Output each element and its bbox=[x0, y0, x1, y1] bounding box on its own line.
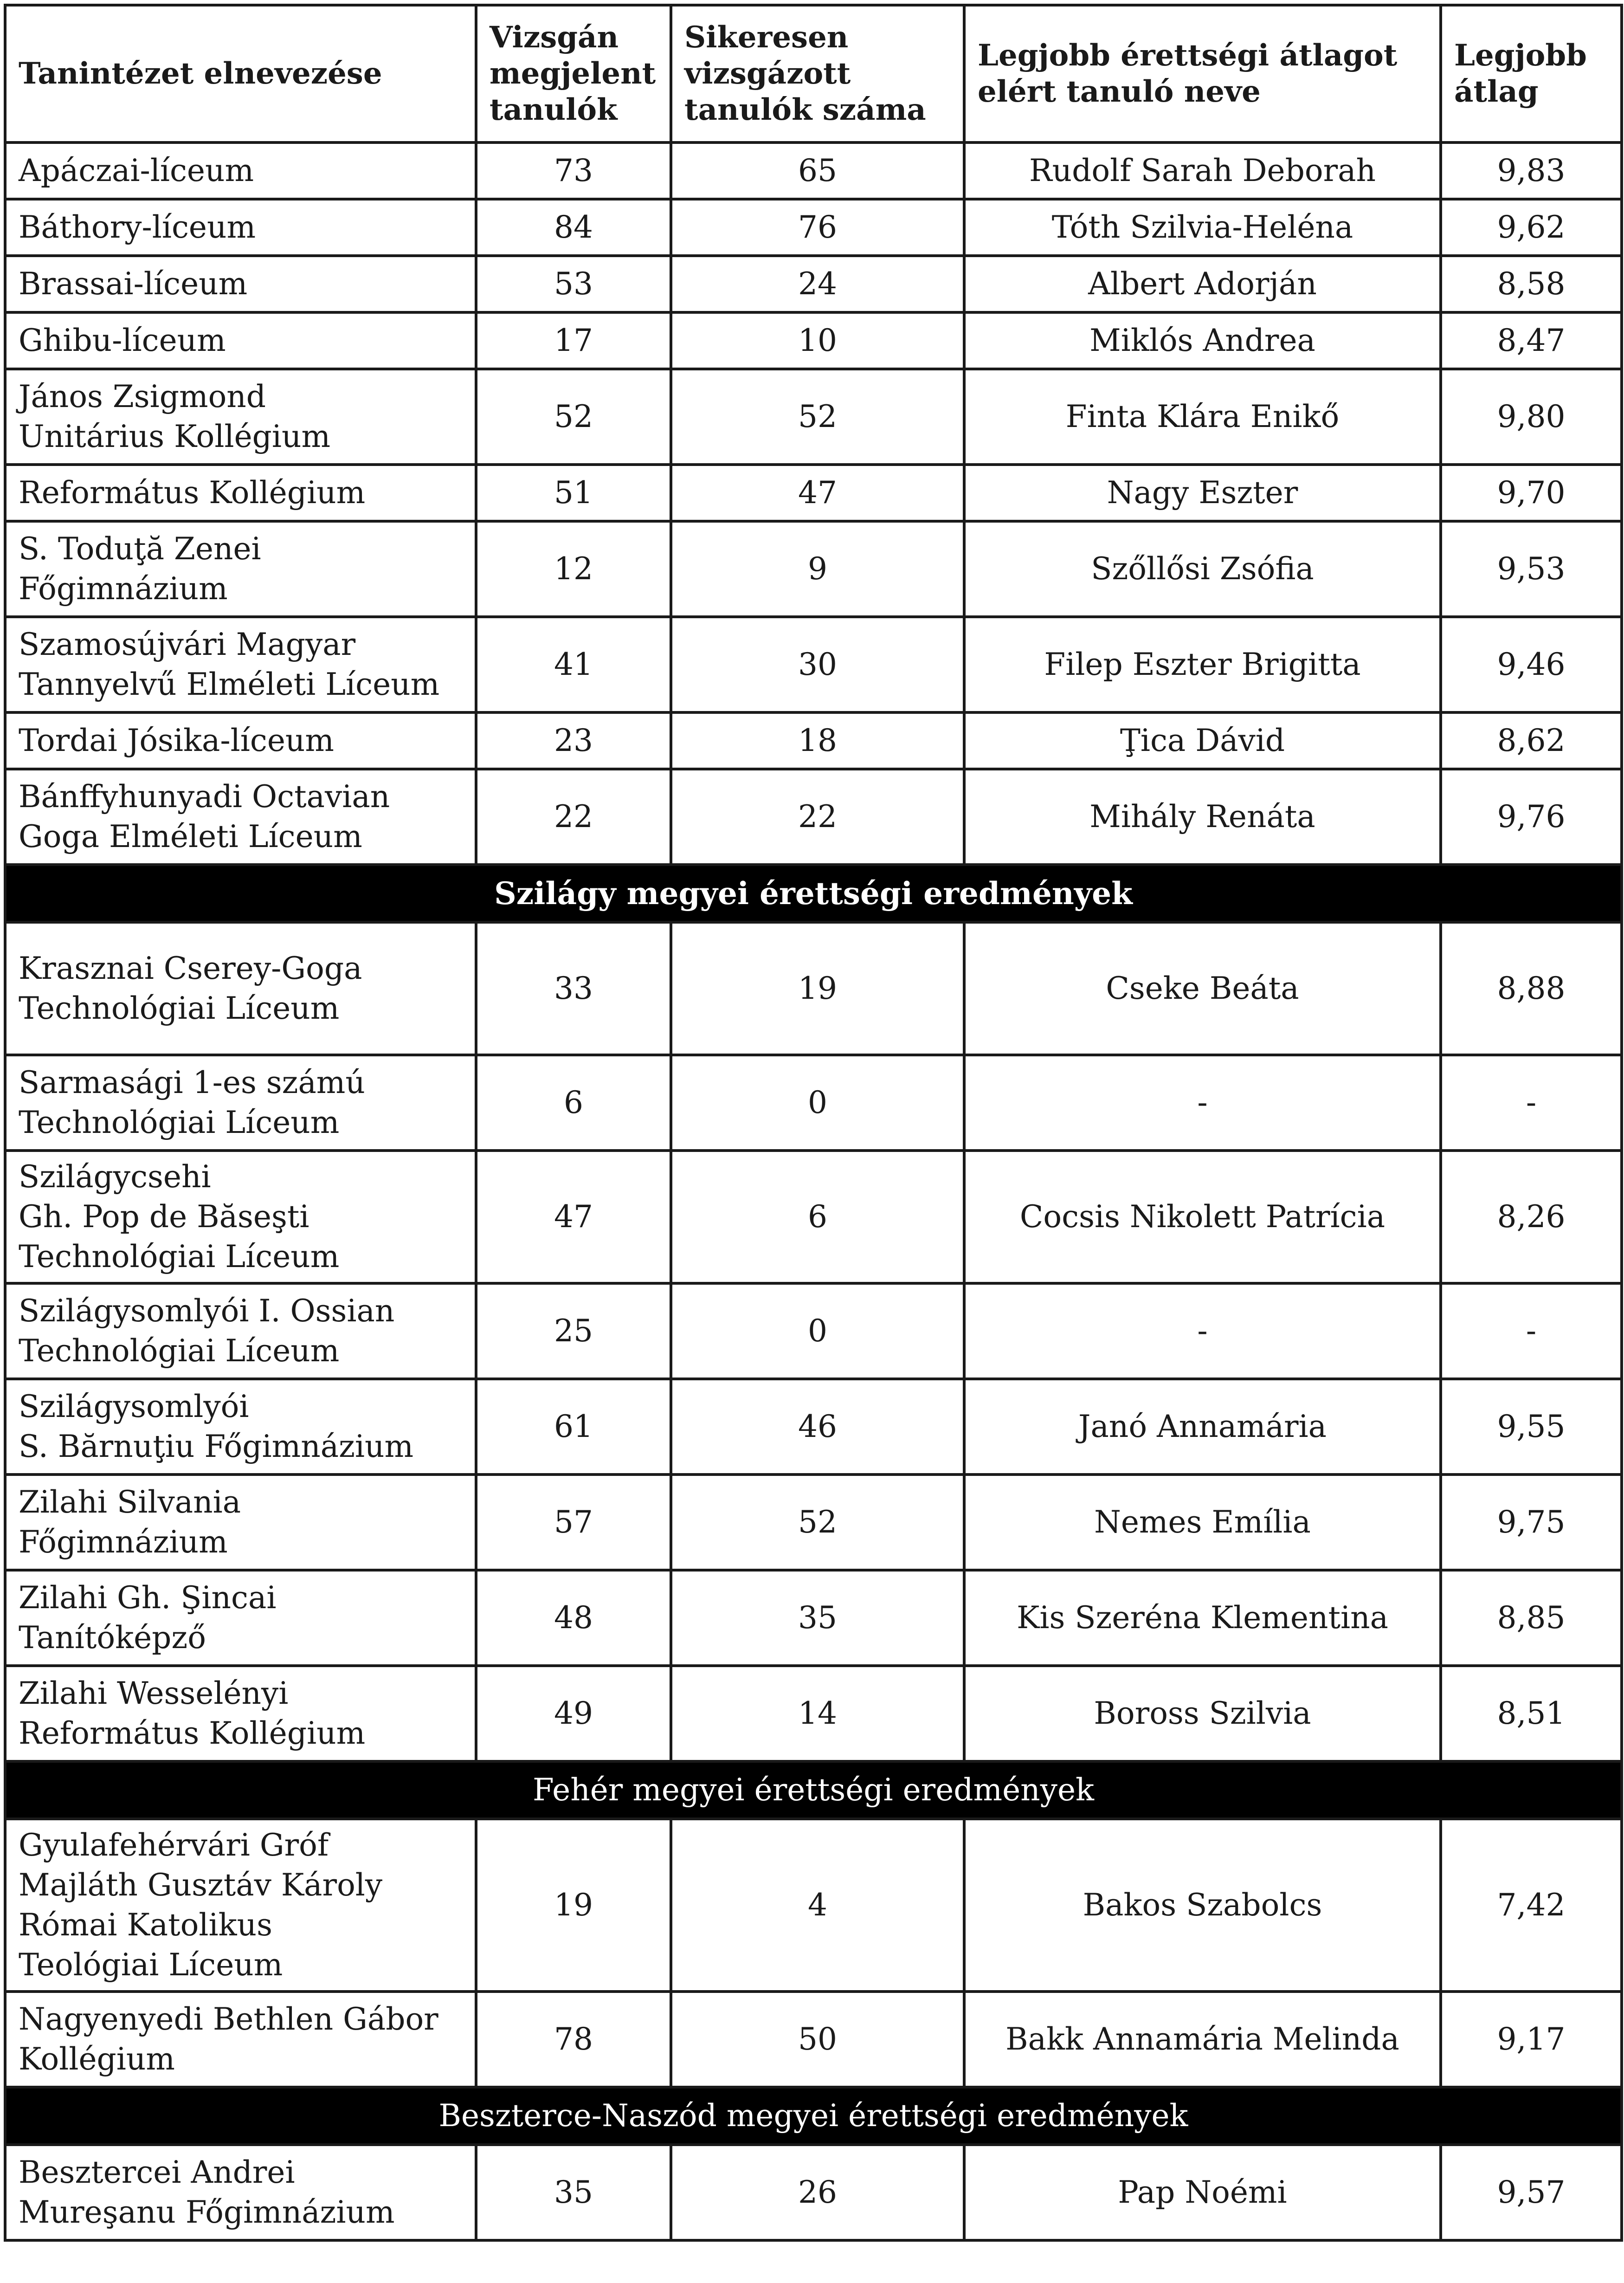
school-name-cell: Zilahi Wesselényi Református Kollégium bbox=[5, 1666, 476, 1761]
present-count-cell: 51 bbox=[476, 465, 671, 521]
best-average-cell: 9,55 bbox=[1441, 1379, 1622, 1475]
best-student-cell: Nemes Emília bbox=[964, 1475, 1441, 1570]
school-name-cell: Szilágysomlyói I. Ossian Technológiai Líceum bbox=[5, 1283, 476, 1379]
present-count-cell: 49 bbox=[476, 1666, 671, 1761]
best-average-cell: 9,83 bbox=[1441, 142, 1622, 199]
present-count-cell: 57 bbox=[476, 1475, 671, 1570]
passed-count-cell: 0 bbox=[671, 1283, 964, 1379]
header-passed: Sikeresen vizsgázott tanulók száma bbox=[671, 5, 964, 142]
school-name-cell: Zilahi Silvania Főgimnázium bbox=[5, 1475, 476, 1570]
passed-count-cell: 4 bbox=[671, 1819, 964, 1992]
passed-count-cell: 19 bbox=[671, 922, 964, 1055]
best-student-cell: Cseke Beáta bbox=[964, 922, 1441, 1055]
best-average-cell: 8,26 bbox=[1441, 1151, 1622, 1283]
school-name-cell: Apáczai-líceum bbox=[5, 142, 476, 199]
present-count-cell: 73 bbox=[476, 142, 671, 199]
school-name-cell: Brassai-líceum bbox=[5, 256, 476, 312]
table-row bbox=[5, 922, 1622, 1055]
best-average-cell: 9,80 bbox=[1441, 369, 1622, 465]
school-name-cell: Bánffyhunyadi Octavian Goga Elméleti Líceum bbox=[5, 769, 476, 865]
school-name-cell: Gyulafehérvári Gróf Majláth Gusztáv Károly Római Katolikus Teológiai Líceum bbox=[5, 1819, 476, 1992]
best-average-cell: 9,75 bbox=[1441, 1475, 1622, 1570]
section-title: Szilágy megyei érettségi eredmények bbox=[5, 865, 1622, 922]
header-present: Vizsgán megjelent tanulók bbox=[476, 5, 671, 142]
present-count-cell: 19 bbox=[476, 1819, 671, 1992]
present-count-cell: 78 bbox=[476, 1992, 671, 2087]
table-row bbox=[5, 1570, 1622, 1666]
passed-count-cell: 52 bbox=[671, 369, 964, 465]
best-average-cell: 9,76 bbox=[1441, 769, 1622, 865]
present-count-cell: 61 bbox=[476, 1379, 671, 1475]
best-average-cell: 9,17 bbox=[1441, 1992, 1622, 2087]
present-count-cell: 25 bbox=[476, 1283, 671, 1379]
best-student-cell: Janó Annamária bbox=[964, 1379, 1441, 1475]
table-row bbox=[5, 142, 1622, 199]
present-count-cell: 53 bbox=[476, 256, 671, 312]
results-table bbox=[4, 4, 1623, 2242]
best-student-cell: Miklós Andrea bbox=[964, 312, 1441, 369]
best-average-cell: 9,62 bbox=[1441, 199, 1622, 256]
section-title: Fehér megyei érettségi eredmények bbox=[5, 1761, 1622, 1819]
table-row bbox=[5, 369, 1622, 465]
best-student-cell: Tóth Szilvia-Heléna bbox=[964, 199, 1441, 256]
best-student-cell: Cocsis Nikolett Patrícia bbox=[964, 1151, 1441, 1283]
table-row bbox=[5, 1379, 1622, 1475]
best-average-cell: 8,85 bbox=[1441, 1570, 1622, 1666]
school-name-cell: S. Toduţă Zenei Főgimnázium bbox=[5, 521, 476, 617]
table-row bbox=[5, 617, 1622, 712]
header-best-avg: Legjobb átlag bbox=[1441, 5, 1622, 142]
table-row bbox=[5, 712, 1622, 769]
best-student-cell: - bbox=[964, 1283, 1441, 1379]
best-average-cell: 8,58 bbox=[1441, 256, 1622, 312]
section-header-row bbox=[5, 1761, 1622, 1819]
section-title: Beszterce-Naszód megyei érettségi eredmények bbox=[5, 2087, 1622, 2145]
passed-count-cell: 24 bbox=[671, 256, 964, 312]
best-student-cell: Bakos Szabolcs bbox=[964, 1819, 1441, 1992]
table-row bbox=[5, 1475, 1622, 1570]
table-body bbox=[5, 142, 1622, 2240]
table-row bbox=[5, 1992, 1622, 2087]
passed-count-cell: 22 bbox=[671, 769, 964, 865]
best-student-cell: Albert Adorján bbox=[964, 256, 1441, 312]
passed-count-cell: 0 bbox=[671, 1055, 964, 1151]
best-average-cell: 8,62 bbox=[1441, 712, 1622, 769]
best-student-cell: Filep Eszter Brigitta bbox=[964, 617, 1441, 712]
section-header-row bbox=[5, 865, 1622, 922]
school-name-cell: Báthory-líceum bbox=[5, 199, 476, 256]
table-row bbox=[5, 521, 1622, 617]
table-row bbox=[5, 1283, 1622, 1379]
school-name-cell: Krasznai Cserey-Goga Technológiai Líceum bbox=[5, 922, 476, 1055]
best-average-cell: 9,46 bbox=[1441, 617, 1622, 712]
present-count-cell: 23 bbox=[476, 712, 671, 769]
passed-count-cell: 26 bbox=[671, 2145, 964, 2240]
best-average-cell: 8,51 bbox=[1441, 1666, 1622, 1761]
best-student-cell: Bakk Annamária Melinda bbox=[964, 1992, 1441, 2087]
school-name-cell: Zilahi Gh. Şincai Tanítóképző bbox=[5, 1570, 476, 1666]
table-row bbox=[5, 312, 1622, 369]
best-student-cell: Pap Noémi bbox=[964, 2145, 1441, 2240]
passed-count-cell: 30 bbox=[671, 617, 964, 712]
school-name-cell: Ghibu-líceum bbox=[5, 312, 476, 369]
passed-count-cell: 52 bbox=[671, 1475, 964, 1570]
best-average-cell: 9,57 bbox=[1441, 2145, 1622, 2240]
best-average-cell: 9,70 bbox=[1441, 465, 1622, 521]
school-name-cell: Szilágycsehi Gh. Pop de Băseşti Technológiai Líceum bbox=[5, 1151, 476, 1283]
present-count-cell: 17 bbox=[476, 312, 671, 369]
present-count-cell: 41 bbox=[476, 617, 671, 712]
table-row bbox=[5, 465, 1622, 521]
best-average-cell: 9,53 bbox=[1441, 521, 1622, 617]
passed-count-cell: 65 bbox=[671, 142, 964, 199]
school-name-cell: Sarmasági 1-es számú Technológiai Líceum bbox=[5, 1055, 476, 1151]
table-row bbox=[5, 1666, 1622, 1761]
best-student-cell: Kis Szeréna Klementina bbox=[964, 1570, 1441, 1666]
best-student-cell: Ţica Dávid bbox=[964, 712, 1441, 769]
best-average-cell: 7,42 bbox=[1441, 1819, 1622, 1992]
passed-count-cell: 10 bbox=[671, 312, 964, 369]
best-student-cell: Szőllősi Zsófia bbox=[964, 521, 1441, 617]
best-student-cell: Boross Szilvia bbox=[964, 1666, 1441, 1761]
table-row bbox=[5, 199, 1622, 256]
school-name-cell: Besztercei Andrei Mureşanu Főgimnázium bbox=[5, 2145, 476, 2240]
best-student-cell: Rudolf Sarah Deborah bbox=[964, 142, 1441, 199]
present-count-cell: 47 bbox=[476, 1151, 671, 1283]
best-student-cell: Mihály Renáta bbox=[964, 769, 1441, 865]
present-count-cell: 84 bbox=[476, 199, 671, 256]
best-student-cell: - bbox=[964, 1055, 1441, 1151]
passed-count-cell: 6 bbox=[671, 1151, 964, 1283]
header-row bbox=[5, 5, 1622, 142]
present-count-cell: 33 bbox=[476, 922, 671, 1055]
best-student-cell: Finta Klára Enikő bbox=[964, 369, 1441, 465]
present-count-cell: 12 bbox=[476, 521, 671, 617]
header-best-student: Legjobb érettségi átlagot elért tanuló neve bbox=[964, 5, 1441, 142]
passed-count-cell: 9 bbox=[671, 521, 964, 617]
school-name-cell: Tordai Jósika-líceum bbox=[5, 712, 476, 769]
school-name-cell: Szilágysomlyói S. Bărnuţiu Főgimnázium bbox=[5, 1379, 476, 1475]
passed-count-cell: 18 bbox=[671, 712, 964, 769]
passed-count-cell: 47 bbox=[671, 465, 964, 521]
table-row bbox=[5, 256, 1622, 312]
passed-count-cell: 46 bbox=[671, 1379, 964, 1475]
best-average-cell: 8,88 bbox=[1441, 922, 1622, 1055]
school-name-cell: János Zsigmond Unitárius Kollégium bbox=[5, 369, 476, 465]
passed-count-cell: 50 bbox=[671, 1992, 964, 2087]
table-row bbox=[5, 1151, 1622, 1283]
present-count-cell: 6 bbox=[476, 1055, 671, 1151]
school-name-cell: Nagyenyedi Bethlen Gábor Kollégium bbox=[5, 1992, 476, 2087]
present-count-cell: 35 bbox=[476, 2145, 671, 2240]
header-school: Tanintézet elnevezése bbox=[5, 5, 476, 142]
passed-count-cell: 35 bbox=[671, 1570, 964, 1666]
passed-count-cell: 76 bbox=[671, 199, 964, 256]
best-student-cell: Nagy Eszter bbox=[964, 465, 1441, 521]
best-average-cell: - bbox=[1441, 1055, 1622, 1151]
present-count-cell: 48 bbox=[476, 1570, 671, 1666]
present-count-cell: 22 bbox=[476, 769, 671, 865]
passed-count-cell: 14 bbox=[671, 1666, 964, 1761]
school-name-cell: Szamosújvári Magyar Tannyelvű Elméleti Líceum bbox=[5, 617, 476, 712]
table-row bbox=[5, 769, 1622, 865]
section-header-row bbox=[5, 2087, 1622, 2145]
table-row bbox=[5, 2145, 1622, 2240]
school-name-cell: Református Kollégium bbox=[5, 465, 476, 521]
table-row bbox=[5, 1055, 1622, 1151]
present-count-cell: 52 bbox=[476, 369, 671, 465]
best-average-cell: 8,47 bbox=[1441, 312, 1622, 369]
table-row bbox=[5, 1819, 1622, 1992]
best-average-cell: - bbox=[1441, 1283, 1622, 1379]
